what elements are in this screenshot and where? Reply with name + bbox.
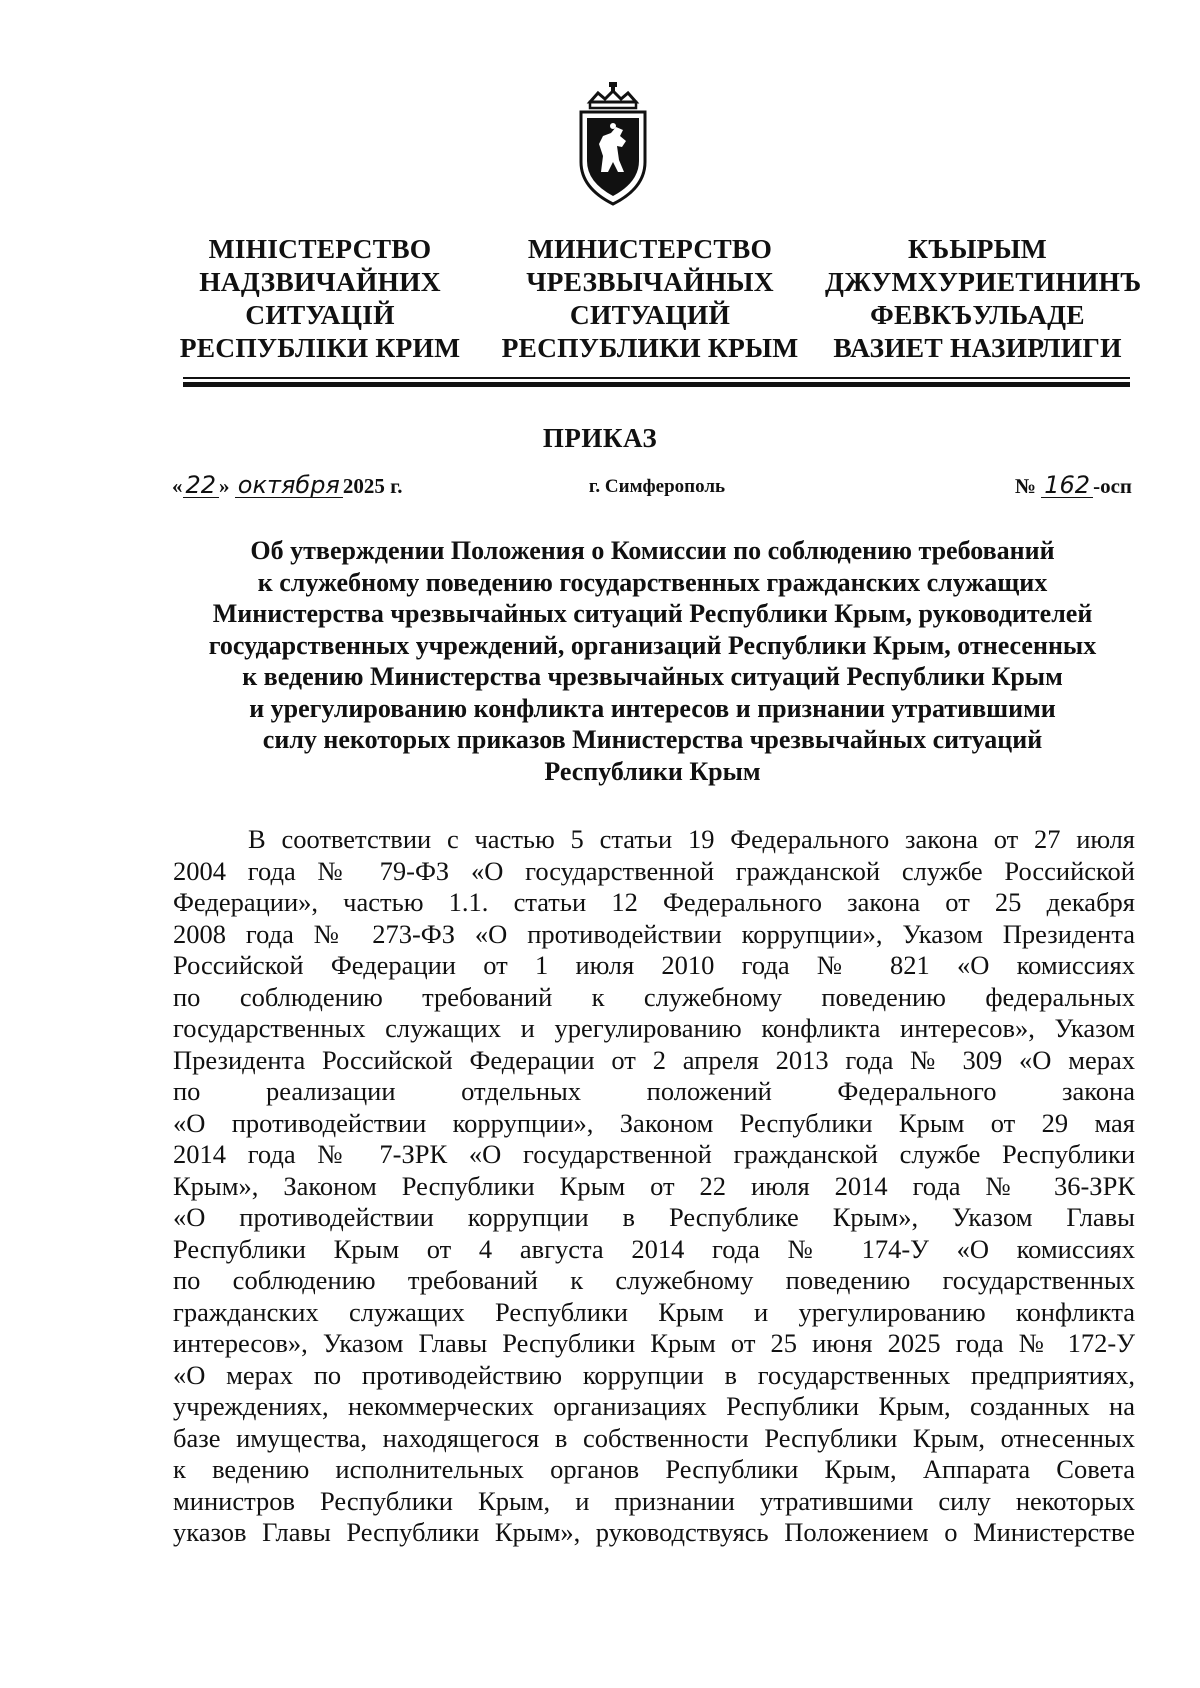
header-ua-line: РЕСПУБЛІКИ КРИМ <box>179 332 461 363</box>
header-crh-line: ВАЗИЕТ НАЗИРЛИГИ <box>833 332 1122 363</box>
document-city: г. Симферополь <box>588 476 726 497</box>
date-quote-open: « <box>172 474 183 498</box>
body-line: по соблюдению требований к служебному поведению государственных <box>173 1265 1135 1295</box>
number-suffix: -осп <box>1093 474 1132 498</box>
header-ua-line: МІНІСТЕРСТВО <box>208 233 432 264</box>
header-ua-line: СИТУАЦІЙ <box>245 299 395 330</box>
body-line: министров Республики Крым, и признании утратившими силу некоторых <box>173 1485 1135 1516</box>
header-crh-line: ДЖУМХУРИЕТИНИНЪ <box>825 266 1142 297</box>
body-line: 2014 года № 7-ЗРК «О государственной гражданской службе Республики <box>173 1139 1135 1169</box>
title-line: Министерства чрезвычайных ситуаций Республики Крым, руководителей <box>212 599 1093 628</box>
body-line: к ведению исполнительных органов Республики Крым, Аппарата Совета <box>173 1454 1135 1484</box>
date-month: октября <box>235 473 343 498</box>
body-line: «О противодействии коррупции», Законом Республики Крым от 29 мая <box>173 1107 1135 1138</box>
header-crimean-tatar <box>825 232 1142 364</box>
body-line: базе имущества, находящегося в собственности Республики Крым, отнесенных <box>173 1422 1135 1453</box>
body-line: 2008 года № 273-ФЗ «О противодействии коррупции», Указом Президента <box>173 918 1135 949</box>
header-divider-thin <box>183 377 1130 379</box>
number-value: 162 <box>1041 473 1093 498</box>
header-ukrainian <box>170 232 470 364</box>
header-ru-line: МИНИСТЕРСТВО <box>527 233 773 264</box>
header-divider-thick <box>183 382 1130 387</box>
document-body <box>173 824 1135 1549</box>
title-line: Об утверждении Положения о Комиссии по соблюдению требований <box>250 536 1055 565</box>
title-line: и урегулированию конфликта интересов и признании утратившими <box>249 693 1056 723</box>
body-line: по соблюдению требований к служебному поведению федеральных <box>173 981 1135 1012</box>
title-line: силу некоторых приказов Министерства чрезвычайных ситуаций <box>262 725 1043 754</box>
body-line: 2004 года № 79-ФЗ «О государственной гражданской службе Российской <box>173 855 1135 886</box>
date-day: 22 <box>183 473 220 498</box>
date-quote-close: » <box>219 474 230 498</box>
body-line: государственных служащих и урегулированию конфликта интересов», Указом <box>173 1013 1135 1043</box>
body-line: указов Главы Республики Крым», руководствуясь Положением о Министерстве <box>173 1517 1135 1547</box>
title-line: государственных учреждений, организаций Республики Крым, отнесенных <box>208 630 1097 660</box>
body-line: по реализации отдельных положений Федерального закона <box>173 1076 1135 1106</box>
document-meta <box>172 473 1132 513</box>
document-date <box>172 473 403 499</box>
date-year: 2025 г. <box>342 474 403 498</box>
body-line: учреждениях, некоммерческих организациях Республики Крым, созданных на <box>173 1391 1135 1421</box>
title-line: к ведению Министерства чрезвычайных ситуаций Республики Крым <box>242 662 1063 691</box>
header-crh-line: ФЕВКЪУЛЬАДЕ <box>870 299 1085 330</box>
header-ru-line: РЕСПУБЛИКИ КРЫМ <box>501 332 799 363</box>
document-title <box>170 535 1135 787</box>
title-line: к служебному поведению государственных гражданских служащих <box>257 567 1048 597</box>
body-line: Республики Крым от 4 августа 2014 года № 174-У «О комиссиях <box>173 1233 1135 1264</box>
body-line: интересов», Указом Главы Республики Крым от 25 июня 2025 года № 172-У <box>173 1328 1135 1358</box>
number-sign: № <box>1014 474 1037 498</box>
body-line: «О противодействии коррупции в Республике Крым», Указом Главы <box>173 1202 1135 1232</box>
body-line: «О мерах по противодействию коррупции в государственных предприятиях, <box>173 1359 1135 1390</box>
body-line: В соответствии с частью 5 статьи 19 Федерального закона от 27 июля <box>248 824 1135 854</box>
title-line: Республики Крым <box>544 756 761 786</box>
header-ua-line: НАДЗВИЧАЙНИХ <box>199 266 441 297</box>
header-crh-line: КЪЫРЫМ <box>908 233 1047 264</box>
body-line: Президента Российской Федерации от 2 апреля 2013 года № 309 «О мерах <box>173 1044 1135 1075</box>
document-type: ПРИКАЗ <box>542 423 658 453</box>
body-line: Российской Федерации от 1 июля 2010 года № 821 «О комиссиях <box>173 950 1135 980</box>
crimea-coat-of-arms-icon <box>578 82 648 207</box>
document-number <box>1015 473 1132 499</box>
header-ru-line: СИТУАЦИЙ <box>569 299 731 330</box>
header-ru-line: ЧРЕЗВЫЧАЙНЫХ <box>526 266 774 297</box>
ministry-header <box>170 232 1142 368</box>
body-line: Крым», Законом Республики Крым от 22 июля 2014 года № 36-ЗРК <box>173 1170 1135 1201</box>
header-russian <box>500 232 800 364</box>
body-line: Федерации», частью 1.1. статьи 12 Федерального закона от 25 декабря <box>173 887 1135 917</box>
body-line: гражданских служащих Республики Крым и урегулированию конфликта <box>173 1296 1135 1327</box>
